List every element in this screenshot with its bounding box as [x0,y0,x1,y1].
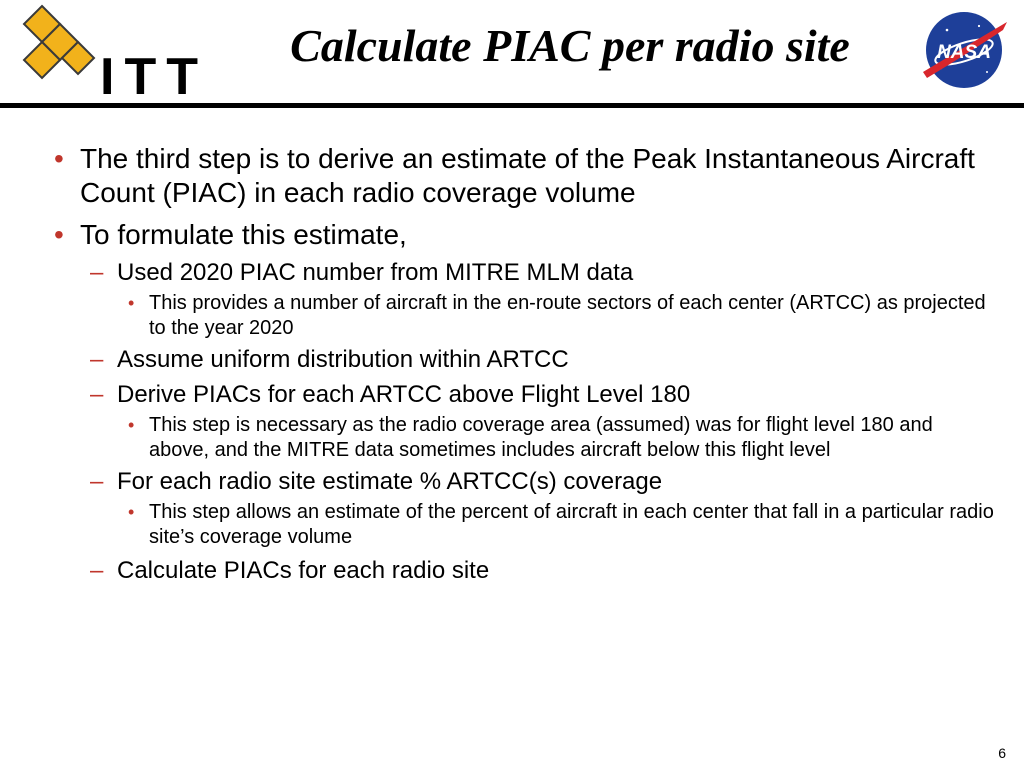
bullet-text: Derive PIACs for each ARTCC above Flight Level 180 [117,381,691,408]
nasa-logo [917,8,1011,92]
bullet-text: To formulate this estimate, [80,219,407,250]
header-rule [0,103,1024,108]
slide-title: Calculate PIAC per radio site [290,20,850,71]
bullet-marker: • [128,415,135,435]
dash-marker: – [90,346,104,373]
bullet-text: Assume uniform distribution within ARTCC [117,346,569,373]
sub-bullet-item [0,467,1024,496]
bullet-marker: • [54,219,64,250]
bullet-text: This step allows an estimate of the percent of aircraft in each center that fall in a particular radio site’s coverage volume [149,501,994,548]
sub-sub-bullet-item [0,500,1024,550]
bullet-marker: • [128,293,135,313]
svg-text:ITT: ITT [100,48,208,100]
dash-marker: – [90,468,104,495]
dash-marker: – [90,557,104,584]
page-number: 6 [998,745,1006,761]
bullet-text: This provides a number of aircraft in the en-route sectors of each center (ARTCC) as projected to the year 2020 [149,292,986,339]
dash-marker: – [90,381,104,408]
sub-bullet-item [0,556,1024,585]
bullet-text: This step is necessary as the radio coverage area (assumed) was for flight level 180 and above, and the MITRE data sometimes includes aircraft below this flight level [149,414,933,461]
bullet-marker: • [54,143,64,174]
sub-sub-bullet-item [0,291,1024,341]
sub-bullet-item [0,380,1024,409]
bullet-marker: • [128,502,135,522]
slide-body [0,142,1024,585]
svg-text:NASA: NASA [937,42,991,63]
bullet-text: Calculate PIACs for each radio site [117,557,490,584]
dash-marker: – [90,259,104,286]
sub-bullet-item [0,345,1024,374]
itt-logo [22,4,222,100]
bullet-item [0,142,1024,210]
bullet-text: For each radio site estimate % ARTCC(s) coverage [117,468,663,495]
bullet-item [0,218,1024,252]
sub-bullet-item [0,258,1024,287]
sub-sub-bullet-item [0,413,1024,463]
bullet-text: The third step is to derive an estimate of the Peak Instantaneous Aircraft Count (PIAC) in each radio coverage volume [80,143,975,208]
bullet-text: Used 2020 PIAC number from MITRE MLM data [117,259,634,286]
slide-header [0,0,1024,104]
